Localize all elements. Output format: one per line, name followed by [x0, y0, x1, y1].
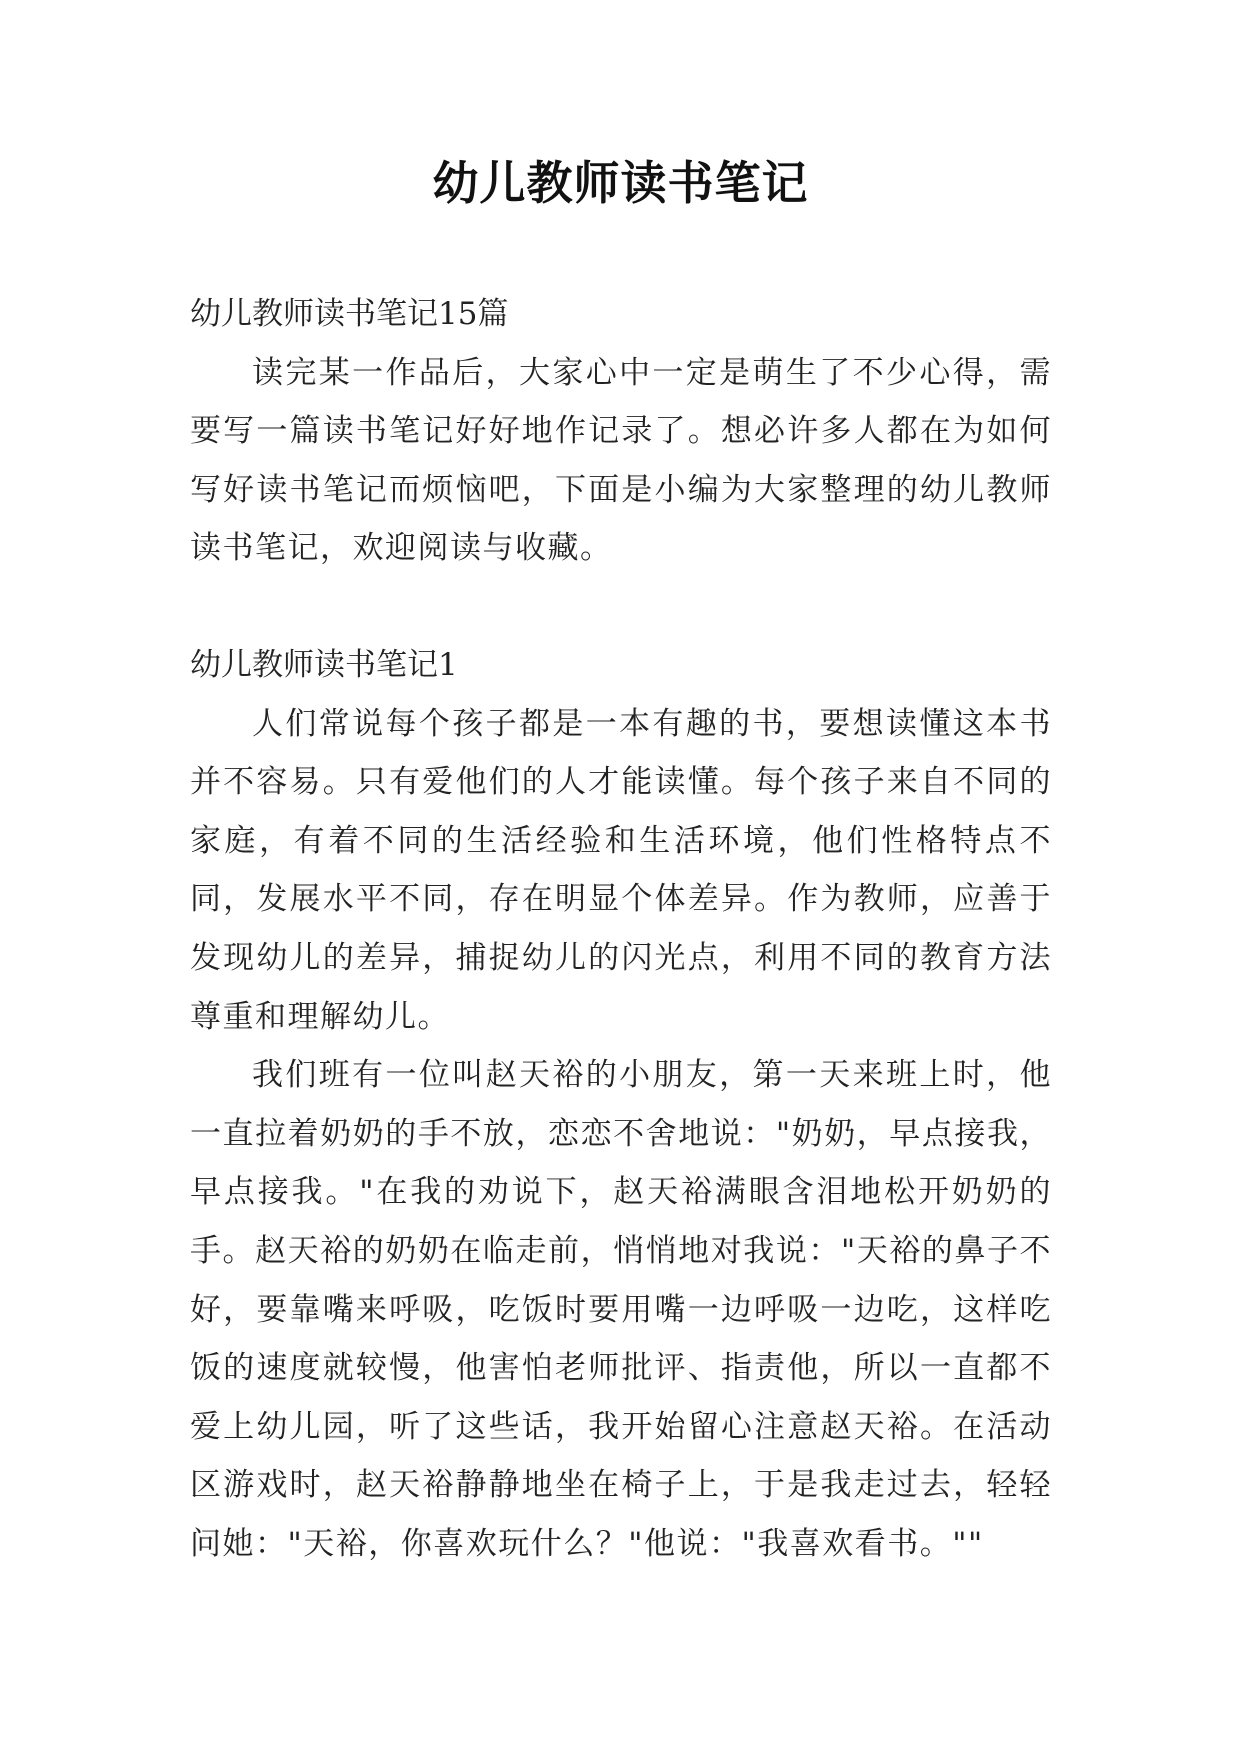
- document-body: [190, 285, 1052, 1573]
- section-spacer: [190, 578, 1052, 636]
- document-subtitle: 幼儿教师读书笔记15篇: [190, 296, 509, 332]
- body-paragraph-2: 我们班有一位叫赵天裕的小朋友，第一天来班上时，他一直拉着奶奶的手不放，恋恋不舍地说："奶奶，早点接我，早点接我。"在我的劝说下，赵天裕满眼含泪地松开奶奶的手。赵天裕的奶奶在临走前，悄悄地对我说："天裕的鼻子不好，要靠嘴来呼吸，吃饭时要用嘴一边呼吸一边吃，这样吃饭的速度就较慢，他害怕老师批评、指责他，所以一直都不爱上幼儿园，听了这些话，我开始留心注意赵天裕。在活动区游戏时，赵天裕静静地坐在椅子上，于是我走过去，轻轻问她："天裕，你喜欢玩什么？"他说："我喜欢看书。"": [190, 1057, 1052, 1562]
- document-title: 幼儿教师读书笔记: [432, 156, 809, 210]
- section-heading: 幼儿教师读书笔记1: [190, 646, 458, 683]
- intro-paragraph: 读完某一作品后，大家心中一定是萌生了不少心得，需要写一篇读书笔记好好地作记录了。想必许多人都在为如何写好读书笔记而烦恼吧，下面是小编为大家整理的幼儿教师读书笔记，欢迎阅读与收藏。: [190, 354, 1052, 567]
- body-paragraph-1: 人们常说每个孩子都是一本有趣的书，要想读懂这本书并不容易。只有爱他们的人才能读懂。每个孩子来自不同的家庭，有着不同的生活经验和生活环境，他们性格特点不同，发展水平不同，存在明显个体差异。作为教师，应善于发现幼儿的差异，捕捉幼儿的闪光点，利用不同的教育方法尊重和理解幼儿。: [190, 705, 1052, 1035]
